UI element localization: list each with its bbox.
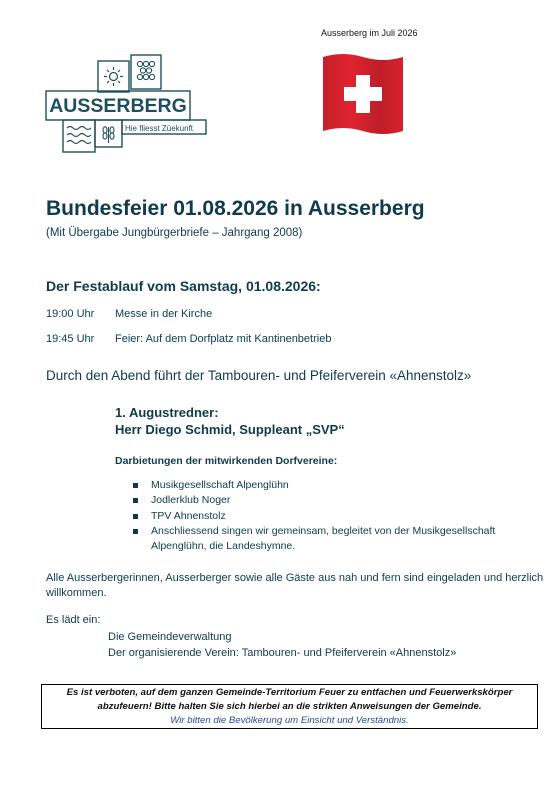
speaker-block [115,404,345,438]
schedule-row [46,333,331,345]
invitation-text: Alle Ausserbergerinnen, Ausserberger sowie alle Gäste aus nah und fern sind eingeladen und herzlich willkommen. [46,572,544,599]
host-line: Die Gemeindeverwaltung [108,631,232,643]
water-waves-icon [67,127,91,144]
notice-warning: Es ist verboten, auf dem ganzen Gemeinde-Territorium Feuer zu entfachen und Feuerwerkskörper abzufeuern! Bitte halten Sie sich hierbei an die strikten Anweisungen der Gemeinde. [66,687,513,712]
list-item: Jodlerklub Noger [115,493,535,508]
list-item: Musikgesellschaft Alpenglühn [115,478,535,493]
schedule-time: 19:45 Uhr [46,333,95,345]
date-note: Ausserberg im Juli 2026 [321,28,418,38]
event-subtitle: (Mit Übergabe Jungbürgerbriefe – Jahrgang 2008) [46,227,303,239]
swiss-flag-icon [321,51,405,137]
list-item: TPV Ahnenstolz [115,509,535,524]
program-heading: Der Festablauf vom Samstag, 01.08.2026: [46,278,321,294]
schedule-text: Messe in der Kirche [115,308,213,320]
logo-name: AUSSERBERG [49,95,187,117]
host-line: Der organisierende Verein: Tambouren- und Pfeiferverein «Ahnenstolz» [108,647,457,659]
event-title: Bundesfeier 01.08.2026 in Ausserberg [46,197,425,220]
speaker-name: Herr Diego Schmid, Suppleant „SVP“ [115,422,345,437]
performances-list [115,478,535,554]
logo-tagline: Hie fliesst Züekunft [125,124,194,133]
speaker-label: 1. Augustredner: [115,405,219,420]
grapes-icon [137,61,154,79]
schedule-time: 19:00 Uhr [46,308,95,320]
hosts-label: Es lädt ein: [46,614,101,626]
notice-plea: Wir bitten die Bevölkerung um Einsicht und Verständnis. [170,715,409,726]
wheat-icon [103,127,114,143]
fire-ban-notice [41,684,538,729]
schedule-row [46,308,212,320]
performances-heading: Darbietungen der mitwirkenden Dorfvereine: [115,455,338,467]
list-item: Anschliessend singen wir gemeinsam, begleitet von der Musikgesellschaft Alpenglühn, die Landeshymne. [115,524,535,555]
sun-icon [104,67,123,86]
host-lead-text: Durch den Abend führt der Tambouren- und Pfeiferverein «Ahnenstolz» [46,368,472,383]
ausserberg-logo [45,53,207,155]
schedule-text: Feier: Auf dem Dorfplatz mit Kantinenbetrieb [115,333,332,345]
